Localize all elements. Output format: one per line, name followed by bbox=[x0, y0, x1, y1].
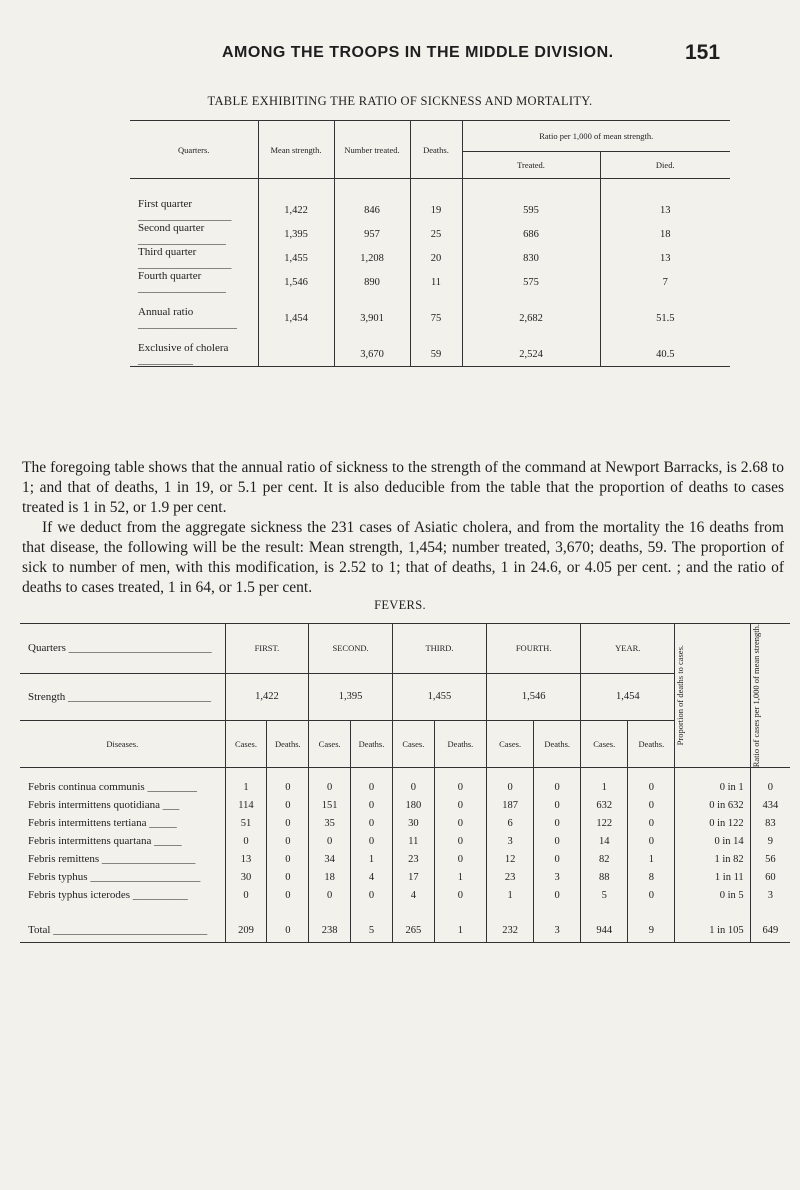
value-cell: 0 bbox=[434, 850, 486, 868]
value-cell: 1 bbox=[225, 778, 267, 796]
value-cell: 35 bbox=[309, 814, 351, 832]
proportion-cell: 0 in 1 bbox=[675, 778, 750, 796]
value-cell: 3 bbox=[534, 868, 581, 886]
col-mean-strength: Mean strength. bbox=[258, 121, 334, 179]
commentary bbox=[22, 458, 784, 598]
value-cell: 3 bbox=[534, 918, 581, 943]
value-cell: 30 bbox=[225, 868, 267, 886]
proportion-label: Proportion of deaths to cases. bbox=[675, 645, 686, 746]
disease-name: Febris continua communis _________ bbox=[20, 778, 225, 796]
table-row bbox=[130, 222, 730, 246]
ratio-treated-cell: 575 bbox=[462, 270, 600, 294]
disease-name: Febris remittens _________________ bbox=[20, 850, 225, 868]
proportion-cell: 1 in 11 bbox=[675, 868, 750, 886]
treated-cell: 846 bbox=[334, 198, 410, 222]
value-cell: 0 bbox=[534, 886, 581, 904]
value-cell: 3 bbox=[487, 832, 534, 850]
proportion-cell: 0 in 632 bbox=[675, 796, 750, 814]
deaths-header: Deaths. bbox=[628, 721, 675, 768]
deaths-cell: 75 bbox=[410, 306, 462, 330]
table-row bbox=[130, 342, 730, 367]
treated-cell: 3,670 bbox=[334, 342, 410, 367]
value-cell: 0 bbox=[267, 886, 309, 904]
ratio-treated-cell: 2,524 bbox=[462, 342, 600, 367]
table-row bbox=[20, 814, 790, 832]
value-cell: 12 bbox=[487, 850, 534, 868]
value-cell: 114 bbox=[225, 796, 267, 814]
treated-cell: 957 bbox=[334, 222, 410, 246]
ratio-treated-cell: 686 bbox=[462, 222, 600, 246]
value-cell: 0 bbox=[534, 796, 581, 814]
value-cell: 0 bbox=[534, 814, 581, 832]
deaths-cell: 20 bbox=[410, 246, 462, 270]
cases-header: Cases. bbox=[309, 721, 351, 768]
table-row bbox=[20, 868, 790, 886]
deaths-cell: 25 bbox=[410, 222, 462, 246]
value-cell: 0 bbox=[267, 832, 309, 850]
value-cell: 4 bbox=[392, 886, 434, 904]
sickness-mortality-table bbox=[130, 120, 730, 367]
proportion-cell: 1 in 105 bbox=[675, 918, 750, 943]
value-cell: 8 bbox=[628, 868, 675, 886]
value-cell: 0 bbox=[351, 832, 393, 850]
ratio-cell: 3 bbox=[767, 889, 773, 901]
value-cell: 0 bbox=[267, 796, 309, 814]
period-header: YEAR. bbox=[581, 624, 675, 674]
value-cell: 0 bbox=[351, 886, 393, 904]
strength-value: 1,395 bbox=[309, 673, 393, 720]
quarters-label: Quarters __________________________ bbox=[20, 624, 225, 674]
value-cell: 6 bbox=[487, 814, 534, 832]
value-cell: 151 bbox=[309, 796, 351, 814]
col-number-treated: Number treated. bbox=[334, 121, 410, 179]
table-row bbox=[20, 832, 790, 850]
value-cell: 0 bbox=[267, 918, 309, 943]
ratio-cell: 56 bbox=[765, 853, 776, 865]
value-cell: 0 bbox=[628, 796, 675, 814]
value-cell: 0 bbox=[628, 832, 675, 850]
value-cell: 944 bbox=[581, 918, 628, 943]
running-header bbox=[0, 41, 800, 68]
value-cell: 1 bbox=[581, 778, 628, 796]
mean-strength-cell: 1,395 bbox=[258, 222, 334, 246]
col-ratio-died: Died. bbox=[600, 152, 730, 179]
table-row bbox=[130, 246, 730, 270]
value-cell: 265 bbox=[392, 918, 434, 943]
ratio-cell: 0 bbox=[767, 781, 773, 793]
running-title: AMONG THE TROOPS IN THE MIDDLE DIVISION. bbox=[222, 44, 614, 61]
cases-header: Cases. bbox=[392, 721, 434, 768]
value-cell: 0 bbox=[628, 886, 675, 904]
value-cell: 18 bbox=[309, 868, 351, 886]
deaths-header: Deaths. bbox=[434, 721, 486, 768]
fevers-table bbox=[20, 623, 790, 943]
value-cell: 0 bbox=[351, 796, 393, 814]
strength-value: 1,546 bbox=[487, 673, 581, 720]
period-header: SECOND. bbox=[309, 624, 393, 674]
mean-strength-cell: 1,546 bbox=[258, 270, 334, 294]
value-cell: 1 bbox=[487, 886, 534, 904]
value-cell: 13 bbox=[225, 850, 267, 868]
ratio-cell: 9 bbox=[767, 835, 773, 847]
period-header: FOURTH. bbox=[487, 624, 581, 674]
row-label: First quarter _________________ bbox=[130, 198, 258, 222]
value-cell: 122 bbox=[581, 814, 628, 832]
value-cell: 0 bbox=[267, 868, 309, 886]
col-quarters: Quarters. bbox=[130, 121, 258, 179]
value-cell: 0 bbox=[267, 778, 309, 796]
ratio-treated-cell: 830 bbox=[462, 246, 600, 270]
value-cell: 0 bbox=[309, 778, 351, 796]
value-cell: 0 bbox=[267, 814, 309, 832]
ratio-died-cell: 40.5 bbox=[600, 342, 730, 367]
strength-value: 1,455 bbox=[392, 673, 486, 720]
value-cell: 82 bbox=[581, 850, 628, 868]
treated-cell: 3,901 bbox=[334, 306, 410, 330]
value-cell: 17 bbox=[392, 868, 434, 886]
disease-name: Febris intermittens quotidiana ___ bbox=[20, 796, 225, 814]
disease-name: Febris intermittens quartana _____ bbox=[20, 832, 225, 850]
value-cell: 0 bbox=[434, 832, 486, 850]
row-label: Exclusive of cholera __________ bbox=[130, 342, 258, 367]
col-ratio: Ratio per 1,000 of mean strength. bbox=[462, 121, 730, 152]
col-deaths: Deaths. bbox=[410, 121, 462, 179]
ratio-cell: 649 bbox=[750, 918, 790, 943]
value-cell: 187 bbox=[487, 796, 534, 814]
ratio-treated-cell: 2,682 bbox=[462, 306, 600, 330]
value-cell: 5 bbox=[581, 886, 628, 904]
value-cell: 0 bbox=[434, 778, 486, 796]
value-cell: 0 bbox=[434, 814, 486, 832]
value-cell: 51 bbox=[225, 814, 267, 832]
proportion-cell: 1 in 82 bbox=[675, 850, 750, 868]
value-cell: 0 bbox=[309, 886, 351, 904]
period-header: THIRD. bbox=[392, 624, 486, 674]
table2-caption: FEVERS. bbox=[374, 598, 426, 612]
value-cell: 0 bbox=[434, 886, 486, 904]
value-cell: 1 bbox=[351, 850, 393, 868]
deaths-header: Deaths. bbox=[534, 721, 581, 768]
ratio-label: Ratio of cases per 1,000 of mean strength. bbox=[750, 624, 761, 768]
value-cell: 0 bbox=[534, 850, 581, 868]
row-label: Fourth quarter ________________ bbox=[130, 270, 258, 294]
page-number: 151 bbox=[685, 41, 721, 64]
disease-name: Febris intermittens tertiana _____ bbox=[20, 814, 225, 832]
value-cell: 0 bbox=[351, 778, 393, 796]
ratio-cell: 83 bbox=[765, 817, 776, 829]
value-cell: 180 bbox=[392, 796, 434, 814]
value-cell: 238 bbox=[309, 918, 351, 943]
value-cell: 0 bbox=[392, 778, 434, 796]
period-header: FIRST. bbox=[225, 624, 309, 674]
value-cell: 23 bbox=[487, 868, 534, 886]
table-row bbox=[130, 306, 730, 330]
ratio-died-cell: 7 bbox=[662, 276, 668, 288]
value-cell: 1 bbox=[434, 868, 486, 886]
table-row bbox=[130, 270, 730, 294]
mean-strength-cell: 1,455 bbox=[258, 246, 334, 270]
value-cell: 632 bbox=[581, 796, 628, 814]
proportion-cell: 0 in 14 bbox=[675, 832, 750, 850]
value-cell: 232 bbox=[487, 918, 534, 943]
treated-cell: 890 bbox=[334, 270, 410, 294]
value-cell: 209 bbox=[225, 918, 267, 943]
mean-strength-cell bbox=[258, 342, 334, 367]
deaths-cell: 59 bbox=[410, 342, 462, 367]
value-cell: 0 bbox=[309, 832, 351, 850]
strength-label: Strength __________________________ bbox=[20, 673, 225, 720]
value-cell: 0 bbox=[434, 796, 486, 814]
diseases-label: Diseases. bbox=[20, 721, 225, 768]
value-cell: 0 bbox=[225, 886, 267, 904]
disease-name: Febris typhus ____________________ bbox=[20, 868, 225, 886]
ratio-header bbox=[750, 624, 790, 768]
value-cell: 1 bbox=[628, 850, 675, 868]
row-label: Annual ratio __________________ bbox=[130, 306, 258, 330]
value-cell: 30 bbox=[392, 814, 434, 832]
mean-strength-cell: 1,454 bbox=[258, 306, 334, 330]
cases-header: Cases. bbox=[581, 721, 628, 768]
proportion-header bbox=[675, 624, 750, 768]
paragraph: The foregoing table shows that the annual ratio of sickness to the strength of the command at Newport Barracks, is 2.68 to 1; and that of deaths, 1 in 19, or 5.1 per cent. It is also deducible from the table that the proportion of deaths to cases treated is 1 in 52, or 1.9 per cent. bbox=[22, 459, 784, 516]
cases-header: Cases. bbox=[487, 721, 534, 768]
deaths-cell: 11 bbox=[410, 270, 462, 294]
value-cell: 0 bbox=[225, 832, 267, 850]
value-cell: 34 bbox=[309, 850, 351, 868]
deaths-header: Deaths. bbox=[267, 721, 309, 768]
value-cell: 0 bbox=[628, 814, 675, 832]
disease-name: Febris typhus icterodes __________ bbox=[20, 886, 225, 904]
value-cell: 23 bbox=[392, 850, 434, 868]
value-cell: 14 bbox=[581, 832, 628, 850]
table-row bbox=[20, 796, 790, 814]
deaths-cell: 19 bbox=[410, 198, 462, 222]
row-label: Third quarter _________________ bbox=[130, 246, 258, 270]
table-row bbox=[20, 886, 790, 904]
paragraph: If we deduct from the aggregate sickness the 231 cases of Asiatic cholera, and from the mortality the 16 deaths from that disease, the following will be the result: Mean strength, 1,454; number treated, 3,670; deaths, 59. The proportion of sick to number of men, with this modification, is 2.52 to 1; that of deaths, 1 in 24.6, or 4.05 per cent. ; and the ratio of deaths to cases treated, 1 in 64, or 1.5 per cent. bbox=[22, 519, 784, 596]
value-cell: 0 bbox=[534, 832, 581, 850]
col-ratio-treated: Treated. bbox=[462, 152, 600, 179]
table-row bbox=[130, 198, 730, 222]
proportion-cell: 0 in 122 bbox=[675, 814, 750, 832]
value-cell: 5 bbox=[351, 918, 393, 943]
mean-strength-cell: 1,422 bbox=[258, 198, 334, 222]
value-cell: 1 bbox=[434, 918, 486, 943]
proportion-cell: 0 in 5 bbox=[675, 886, 750, 904]
disease-name: Total ____________________________ bbox=[20, 918, 225, 943]
value-cell: 9 bbox=[628, 918, 675, 943]
row-label: Second quarter ________________ bbox=[130, 222, 258, 246]
table-row bbox=[20, 778, 790, 796]
treated-cell: 1,208 bbox=[334, 246, 410, 270]
ratio-died-cell: 51.5 bbox=[656, 312, 675, 324]
table-row bbox=[20, 850, 790, 868]
strength-value: 1,422 bbox=[225, 673, 309, 720]
value-cell: 11 bbox=[392, 832, 434, 850]
deaths-header: Deaths. bbox=[351, 721, 393, 768]
value-cell: 88 bbox=[581, 868, 628, 886]
strength-value: 1,454 bbox=[581, 673, 675, 720]
ratio-treated-cell: 595 bbox=[462, 198, 600, 222]
ratio-died-cell: 13 bbox=[660, 252, 671, 264]
value-cell: 0 bbox=[351, 814, 393, 832]
value-cell: 4 bbox=[351, 868, 393, 886]
value-cell: 0 bbox=[487, 778, 534, 796]
table-row bbox=[20, 918, 790, 943]
value-cell: 0 bbox=[267, 850, 309, 868]
value-cell: 0 bbox=[534, 778, 581, 796]
ratio-died-cell: 18 bbox=[660, 228, 671, 240]
ratio-died-cell: 13 bbox=[660, 204, 671, 216]
ratio-cell: 60 bbox=[765, 871, 776, 883]
cases-header: Cases. bbox=[225, 721, 267, 768]
value-cell: 0 bbox=[628, 778, 675, 796]
table1-caption: TABLE EXHIBITING THE RATIO OF SICKNESS AND MORTALITY. bbox=[207, 94, 593, 108]
ratio-cell: 434 bbox=[762, 799, 779, 811]
